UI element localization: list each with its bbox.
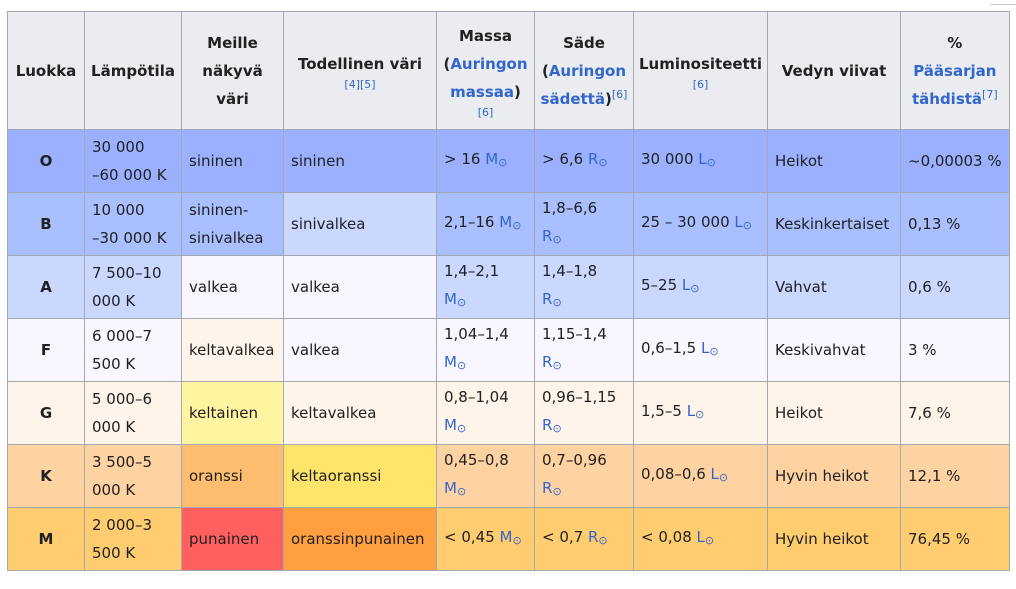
solar-radius-link-letter: R bbox=[542, 290, 553, 308]
luminosity-cell bbox=[634, 445, 768, 508]
solar-mass-link-letter: M bbox=[499, 213, 513, 231]
temperature-line: –60 000 K bbox=[92, 166, 167, 184]
hydrogen-lines-cell: Keskivahvat bbox=[768, 319, 901, 382]
sun-symbol: ⊙ bbox=[704, 534, 715, 547]
solar-luminosity-link-letter: L bbox=[681, 276, 691, 294]
radius-cell bbox=[535, 319, 634, 382]
sun-symbol: ⊙ bbox=[552, 359, 562, 372]
solar-mass-link-letter: M bbox=[485, 150, 499, 168]
solar-luminosity-link[interactable] bbox=[701, 339, 719, 357]
mass-value: 2,1–16 bbox=[444, 213, 495, 231]
hydrogen-lines-cell: Keskinkertaiset bbox=[768, 193, 901, 256]
sun-symbol: ⊙ bbox=[718, 471, 729, 484]
radius-value: 0,96–1,15 bbox=[542, 388, 617, 406]
temperature-line: 500 K bbox=[92, 355, 136, 373]
solar-radius-link[interactable] bbox=[588, 150, 608, 168]
temperature-cell bbox=[85, 382, 182, 445]
radius-value: 1,15–1,4 bbox=[542, 325, 607, 343]
solar-luminosity-link-letter: L bbox=[698, 150, 707, 168]
luminositeetti-ref-link[interactable]: [6] bbox=[692, 77, 709, 91]
temperature-line: 5 000–6 bbox=[92, 390, 152, 408]
class-cell: F bbox=[8, 319, 85, 382]
visible-color-cell bbox=[182, 382, 284, 445]
true-color-cell: valkea bbox=[284, 319, 437, 382]
temperature-line: 10 000 bbox=[92, 201, 145, 219]
radius-cell bbox=[535, 508, 634, 571]
temperature-cell bbox=[85, 256, 182, 319]
table-row bbox=[8, 319, 1010, 382]
visible-color-text: keltavalkea bbox=[189, 341, 275, 359]
solar-luminosity-link[interactable] bbox=[698, 150, 716, 168]
visible-color-cell bbox=[182, 319, 284, 382]
osuus-link[interactable]: Pääsarjan bbox=[913, 61, 997, 80]
class-cell: O bbox=[8, 130, 85, 193]
radius-value: 1,4–1,8 bbox=[542, 262, 598, 280]
mass-cell bbox=[437, 319, 535, 382]
massa-ref-link[interactable]: [6] bbox=[477, 105, 494, 119]
mass-cell bbox=[437, 382, 535, 445]
class-cell: A bbox=[8, 256, 85, 319]
sun-symbol: ⊙ bbox=[456, 485, 467, 498]
col-header-vedyn[interactable]: Vedyn viivat bbox=[768, 12, 901, 130]
solar-luminosity-link-letter: L bbox=[696, 528, 705, 546]
sun-symbol: ⊙ bbox=[695, 408, 705, 421]
temperature-line: 7 500–10 bbox=[92, 264, 162, 282]
true-color-cell: sininen bbox=[284, 130, 437, 193]
sun-symbol: ⊙ bbox=[742, 219, 752, 232]
temperature-cell bbox=[85, 445, 182, 508]
solar-radius-link-letter: R bbox=[587, 528, 599, 546]
mass-cell bbox=[437, 193, 535, 256]
sade-link-2[interactable]: sädettä bbox=[540, 89, 605, 108]
solar-radius-link-letter: R bbox=[542, 353, 553, 371]
table-row bbox=[8, 508, 1010, 571]
solar-radius-link-letter: R bbox=[587, 150, 599, 168]
luminosity-cell bbox=[634, 382, 768, 445]
solar-mass-link-letter: M bbox=[444, 290, 457, 308]
temperature-line: 3 500–5 bbox=[92, 453, 152, 471]
solar-radius-link-letter: R bbox=[542, 479, 553, 497]
true-color-cell: sinivalkea bbox=[284, 193, 437, 256]
visible-color-cell bbox=[182, 256, 284, 319]
visible-color-cell bbox=[182, 130, 284, 193]
solar-luminosity-link-letter: L bbox=[686, 402, 696, 420]
solar-luminosity-link-letter: L bbox=[701, 339, 710, 357]
luminosity-value: 0,6–1,5 bbox=[641, 339, 697, 357]
radius-cell bbox=[535, 382, 634, 445]
table-row bbox=[8, 130, 1010, 193]
sun-symbol: ⊙ bbox=[598, 534, 608, 547]
osuus-ref-link[interactable]: [7] bbox=[982, 87, 998, 101]
sade-link[interactable]: Auringon bbox=[548, 61, 627, 80]
solar-radius-link-letter: R bbox=[542, 416, 553, 434]
solar-mass-link-letter: M bbox=[444, 416, 457, 434]
mass-value: 0,45–0,8 bbox=[444, 451, 509, 469]
class-cell: K bbox=[8, 445, 85, 508]
solar-luminosity-link[interactable] bbox=[734, 213, 752, 231]
radius-cell bbox=[535, 445, 634, 508]
sun-symbol: ⊙ bbox=[512, 534, 522, 547]
temperature-line: 000 K bbox=[92, 481, 136, 499]
radius-cell bbox=[535, 256, 634, 319]
spectral-class-table bbox=[7, 11, 1010, 571]
percentage-cell: 12,1 % bbox=[901, 445, 1010, 508]
hydrogen-lines-cell: Hyvin heikot bbox=[768, 445, 901, 508]
true-color-cell: oranssinpunainen bbox=[284, 508, 437, 571]
col-header-massa[interactable]: Massa (Auringon massaa) [6] bbox=[437, 12, 535, 130]
hydrogen-lines-cell: Vahvat bbox=[768, 256, 901, 319]
mass-value: 1,04–1,4 bbox=[444, 325, 509, 343]
osuus-link-2[interactable]: tähdistä bbox=[911, 89, 983, 108]
solar-mass-link[interactable] bbox=[485, 150, 507, 168]
mass-value: 1,4–2,1 bbox=[444, 262, 500, 280]
sun-symbol: ⊙ bbox=[456, 296, 467, 309]
true-color-cell: keltaoranssi bbox=[284, 445, 437, 508]
sun-symbol: ⊙ bbox=[552, 485, 562, 498]
true-color-cell: keltavalkea bbox=[284, 382, 437, 445]
solar-luminosity-link-letter: L bbox=[710, 465, 719, 483]
percentage-cell: 7,6 % bbox=[901, 382, 1010, 445]
visible-color-cell bbox=[182, 445, 284, 508]
temperature-cell bbox=[85, 508, 182, 571]
percentage-cell: 3 % bbox=[901, 319, 1010, 382]
luminosity-cell bbox=[634, 130, 768, 193]
luminosity-cell bbox=[634, 256, 768, 319]
class-cell: B bbox=[8, 193, 85, 256]
visible-color-text: oranssi bbox=[189, 467, 243, 485]
massa-link[interactable]: Auringon bbox=[450, 54, 528, 73]
sun-symbol: ⊙ bbox=[456, 359, 467, 372]
solar-mass-link[interactable] bbox=[499, 213, 521, 231]
col-header-luokka[interactable]: Luokka bbox=[8, 12, 85, 130]
luminosity-value: 1,5–5 bbox=[641, 402, 682, 420]
solar-luminosity-link[interactable] bbox=[687, 402, 705, 420]
temperature-line: –30 000 K bbox=[92, 229, 167, 247]
luminosity-value: 30 000 bbox=[641, 150, 694, 168]
solar-mass-link-letter: M bbox=[499, 528, 513, 546]
temperature-line: 30 000 bbox=[92, 138, 145, 156]
visible-color-text: sininen- bbox=[189, 201, 249, 219]
col-header-meille[interactable]: Meille näkyvä väri bbox=[182, 12, 284, 130]
percentage-cell: 0,13 % bbox=[901, 193, 1010, 256]
luminosity-cell bbox=[634, 508, 768, 571]
class-cell: G bbox=[8, 382, 85, 445]
temperature-line: 000 K bbox=[92, 418, 136, 436]
table-row bbox=[8, 256, 1010, 319]
mass-cell bbox=[437, 508, 535, 571]
sun-symbol: ⊙ bbox=[706, 156, 716, 169]
solar-mass-link-letter: M bbox=[444, 479, 457, 497]
temperature-cell bbox=[85, 130, 182, 193]
luminosity-value: 25 – 30 000 bbox=[641, 213, 730, 231]
percentage-cell: 76,45 % bbox=[901, 508, 1010, 571]
true-color-cell: valkea bbox=[284, 256, 437, 319]
mass-value: 0,8–1,04 bbox=[444, 388, 509, 406]
sun-symbol: ⊙ bbox=[709, 345, 719, 358]
sun-symbol: ⊙ bbox=[552, 296, 562, 309]
mass-value: < 0,45 bbox=[444, 528, 495, 546]
table-row bbox=[8, 445, 1010, 508]
sun-symbol: ⊙ bbox=[498, 156, 508, 169]
sun-symbol: ⊙ bbox=[552, 233, 562, 246]
percentage-cell: 0,6 % bbox=[901, 256, 1010, 319]
sade-ref-link[interactable]: [6] bbox=[611, 87, 628, 101]
solar-radius-link[interactable] bbox=[542, 353, 562, 371]
visible-color-text: sininen bbox=[189, 152, 243, 170]
mass-cell bbox=[437, 256, 535, 319]
solar-luminosity-link[interactable] bbox=[711, 465, 729, 483]
table-row bbox=[8, 382, 1010, 445]
col-header-sade[interactable]: Säde (Auringon sädettä)[6] bbox=[535, 12, 634, 130]
col-header-todellinen[interactable]: Todellinen väri [4][5] bbox=[284, 12, 437, 130]
sun-symbol: ⊙ bbox=[598, 156, 608, 169]
temperature-line: 6 000–7 bbox=[92, 327, 152, 345]
col-header-lampotila[interactable]: Lämpötila bbox=[85, 12, 182, 130]
mass-cell bbox=[437, 130, 535, 193]
mass-cell bbox=[437, 445, 535, 508]
col-header-osuus[interactable]: % Pääsarjan tähdistä[7] bbox=[901, 12, 1010, 130]
percentage-cell: ~0,00003 % bbox=[901, 130, 1010, 193]
solar-radius-link[interactable] bbox=[542, 290, 562, 308]
top-divider bbox=[990, 4, 1016, 5]
visible-color-text: keltainen bbox=[189, 404, 259, 422]
hydrogen-lines-cell: Heikot bbox=[768, 382, 901, 445]
col-header-luminositeetti[interactable]: Luminositeetti [6] bbox=[634, 12, 768, 130]
radius-value: 0,7–0,96 bbox=[542, 451, 607, 469]
sun-symbol: ⊙ bbox=[552, 422, 562, 435]
solar-luminosity-link-letter: L bbox=[734, 213, 743, 231]
table-row bbox=[8, 193, 1010, 256]
hydrogen-lines-cell: Hyvin heikot bbox=[768, 508, 901, 571]
solar-mass-link-letter: M bbox=[444, 353, 457, 371]
solar-radius-link[interactable] bbox=[542, 416, 562, 434]
hydrogen-lines-cell: Heikot bbox=[768, 130, 901, 193]
temperature-line: 000 K bbox=[92, 292, 136, 310]
radius-value: > 6,6 bbox=[542, 150, 584, 168]
solar-luminosity-link[interactable] bbox=[697, 528, 715, 546]
mass-value: > 16 bbox=[444, 150, 481, 168]
solar-mass-link[interactable] bbox=[444, 290, 466, 308]
header-row bbox=[8, 12, 1010, 130]
visible-color-text: valkea bbox=[189, 278, 238, 296]
temperature-line: 2 000–3 bbox=[92, 516, 152, 534]
luminosity-value: 0,08–0,6 bbox=[641, 465, 706, 483]
temperature-cell bbox=[85, 193, 182, 256]
solar-mass-link[interactable] bbox=[444, 353, 466, 371]
sun-symbol: ⊙ bbox=[690, 282, 700, 295]
radius-value: < 0,7 bbox=[542, 528, 584, 546]
class-cell: M bbox=[8, 508, 85, 571]
solar-radius-link-letter: R bbox=[542, 227, 553, 245]
radius-cell bbox=[535, 193, 634, 256]
solar-mass-link[interactable] bbox=[444, 479, 466, 497]
sun-symbol: ⊙ bbox=[456, 422, 467, 435]
solar-radius-link[interactable] bbox=[588, 528, 608, 546]
luminosity-value: < 0,08 bbox=[641, 528, 692, 546]
solar-mass-link[interactable] bbox=[444, 416, 466, 434]
temperature-cell bbox=[85, 319, 182, 382]
solar-mass-link[interactable] bbox=[500, 528, 522, 546]
luminosity-value: 5–25 bbox=[641, 276, 678, 294]
solar-radius-link[interactable] bbox=[542, 479, 562, 497]
sun-symbol: ⊙ bbox=[512, 219, 522, 232]
solar-radius-link[interactable] bbox=[542, 227, 562, 245]
radius-cell bbox=[535, 130, 634, 193]
massa-link-2[interactable]: massaa bbox=[450, 82, 514, 101]
visible-color-cell bbox=[182, 508, 284, 571]
solar-luminosity-link[interactable] bbox=[682, 276, 700, 294]
visible-color-text: sinivalkea bbox=[189, 229, 264, 247]
visible-color-text: punainen bbox=[189, 530, 260, 548]
todellinen-ref-link[interactable]: [4][5] bbox=[344, 77, 376, 91]
visible-color-cell bbox=[182, 193, 284, 256]
luminosity-cell bbox=[634, 193, 768, 256]
radius-value: 1,8–6,6 bbox=[542, 199, 598, 217]
luminosity-cell bbox=[634, 319, 768, 382]
temperature-line: 500 K bbox=[92, 544, 136, 562]
